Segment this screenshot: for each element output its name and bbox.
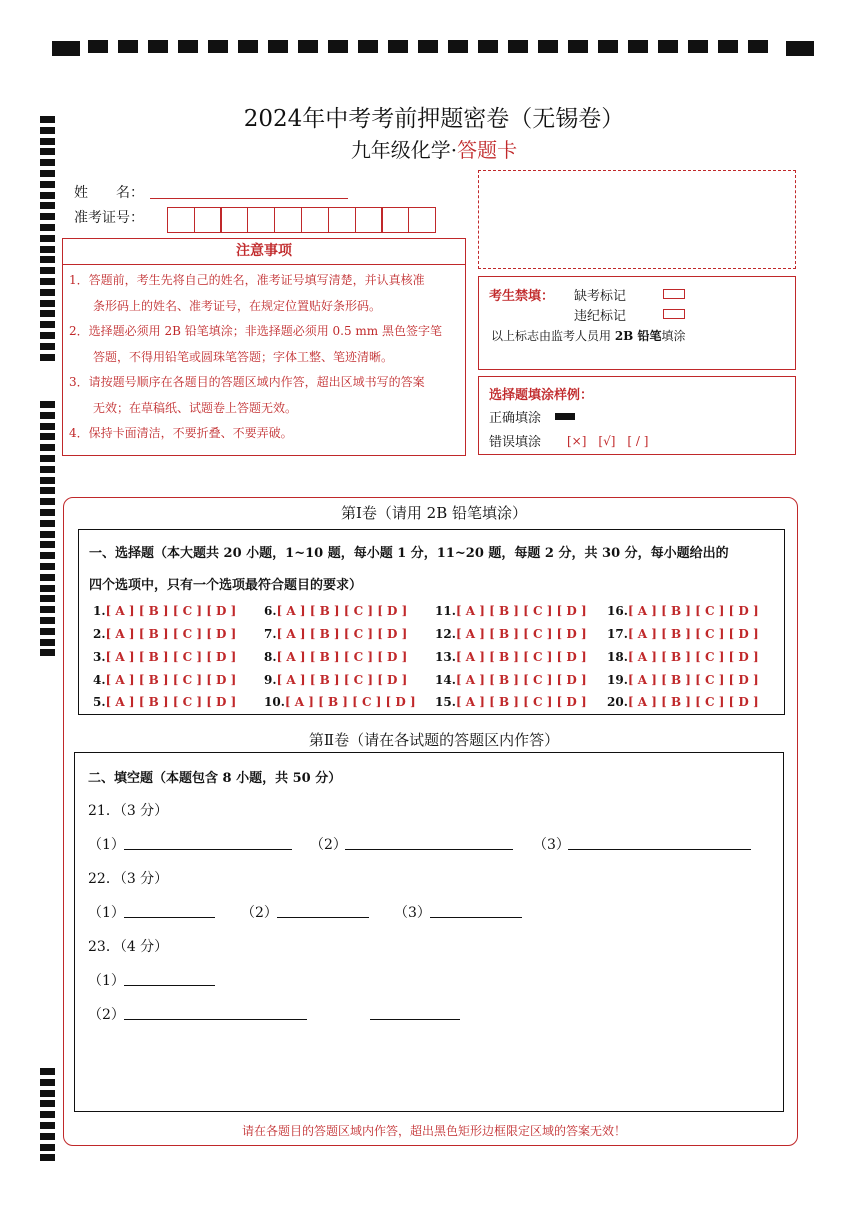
violation-mark-box[interactable] bbox=[663, 309, 685, 319]
mcq-question-7 bbox=[264, 627, 407, 641]
q22-p2-label: （2） bbox=[241, 905, 278, 921]
notice-line: 答题，不得用铅笔或圆珠笔答题；字体工整、笔迹清晰。 bbox=[69, 349, 394, 364]
mcq-box bbox=[78, 529, 785, 715]
timing-mark bbox=[40, 477, 55, 484]
timing-mark bbox=[40, 552, 55, 559]
timing-mark bbox=[748, 40, 768, 53]
mcq-number: 12. bbox=[435, 627, 456, 641]
timing-mark bbox=[40, 401, 55, 408]
violation-mark-label: 违纪标记 bbox=[574, 309, 627, 324]
id-digit-cell[interactable] bbox=[328, 207, 356, 233]
mcq-instruction-2: 四个选项中，只有一个选项最符合题目的要求） bbox=[89, 578, 363, 593]
q23-p2-answer-b[interactable] bbox=[370, 1019, 460, 1020]
q22-title: 22．（3 分） bbox=[88, 871, 169, 887]
mcq-question-13 bbox=[435, 650, 587, 664]
timing-mark bbox=[40, 412, 55, 419]
mcq-question-17 bbox=[607, 627, 759, 641]
timing-mark bbox=[358, 40, 378, 53]
notice-line: 4．保持卡面清洁，不要折叠、不要弄破。 bbox=[69, 426, 293, 440]
timing-mark bbox=[786, 41, 814, 56]
timing-mark bbox=[40, 595, 55, 602]
q23-title: 23．（4 分） bbox=[88, 939, 169, 955]
timing-mark bbox=[40, 1100, 55, 1107]
id-digit-cell[interactable] bbox=[355, 207, 383, 233]
timing-mark bbox=[40, 1079, 55, 1086]
mcq-number: 4. bbox=[93, 673, 106, 687]
mcq-question-2 bbox=[93, 627, 236, 641]
timing-mark bbox=[52, 41, 80, 56]
mcq-options[interactable]: [ A ] [ B ] [ C ] [ D ] bbox=[105, 673, 237, 687]
timing-mark bbox=[40, 649, 55, 656]
timing-mark bbox=[718, 40, 738, 53]
mcq-question-19 bbox=[607, 673, 759, 687]
mcq-options[interactable]: [ A ] [ B ] [ C ] [ D ] bbox=[276, 627, 408, 641]
timing-mark bbox=[688, 40, 708, 53]
id-label: 准考证号： bbox=[74, 210, 144, 226]
mcq-question-9 bbox=[264, 673, 407, 687]
timing-mark bbox=[208, 40, 228, 53]
timing-mark bbox=[328, 40, 348, 53]
timing-mark bbox=[40, 1068, 55, 1075]
mcq-number: 19. bbox=[607, 673, 628, 687]
forbidden-note bbox=[491, 327, 686, 344]
correct-fill-sample bbox=[555, 413, 575, 420]
q21-p3-label: （3） bbox=[533, 837, 570, 853]
mcq-number: 8. bbox=[264, 650, 277, 664]
timing-mark bbox=[40, 1144, 55, 1151]
mcq-number: 3. bbox=[93, 650, 106, 664]
mcq-question-14 bbox=[435, 673, 587, 687]
timing-mark bbox=[40, 332, 55, 339]
mcq-question-10 bbox=[264, 695, 416, 709]
timing-mark bbox=[598, 40, 618, 53]
name-field[interactable] bbox=[150, 198, 348, 199]
mcq-options[interactable]: [ A ] [ B ] [ C ] [ D ] bbox=[455, 650, 587, 664]
mcq-number: 16. bbox=[607, 604, 628, 618]
q23-p2-label: （2） bbox=[88, 1007, 125, 1023]
mcq-question-20 bbox=[607, 695, 759, 709]
subtitle-card: 答题卡 bbox=[457, 138, 518, 162]
timing-mark bbox=[40, 617, 55, 624]
absent-mark-label: 缺考标记 bbox=[574, 289, 627, 304]
subtitle-subject: 九年级化学· bbox=[350, 138, 458, 162]
timing-mark bbox=[88, 40, 108, 53]
id-digit-cell[interactable] bbox=[301, 207, 329, 233]
q22-p3-label: （3） bbox=[394, 905, 431, 921]
id-digit-cell[interactable] bbox=[247, 207, 275, 233]
timing-mark bbox=[40, 310, 55, 317]
id-digit-cell[interactable] bbox=[408, 207, 436, 233]
timing-mark bbox=[40, 574, 55, 581]
timing-mark bbox=[628, 40, 648, 53]
mcq-question-8 bbox=[264, 650, 407, 664]
timing-mark bbox=[40, 246, 55, 253]
fill-sample-box bbox=[478, 376, 796, 455]
forbidden-note-bold: 2B 铅笔 bbox=[614, 329, 662, 343]
timing-mark bbox=[298, 40, 318, 53]
mcq-number: 15. bbox=[435, 695, 456, 709]
barcode-area bbox=[478, 170, 796, 269]
fill-blank-box bbox=[74, 752, 784, 1112]
timing-mark bbox=[40, 1090, 55, 1097]
timing-mark bbox=[268, 40, 288, 53]
timing-mark bbox=[478, 40, 498, 53]
mcq-number: 2. bbox=[93, 627, 106, 641]
timing-mark bbox=[388, 40, 408, 53]
timing-mark bbox=[40, 289, 55, 296]
examinee-forbidden-box bbox=[478, 276, 796, 370]
mcq-number: 10. bbox=[264, 695, 285, 709]
mcq-number: 1. bbox=[93, 604, 106, 618]
mcq-options[interactable]: [ A ] [ B ] [ C ] [ D ] bbox=[105, 695, 237, 709]
correct-fill-label: 正确填涂 bbox=[489, 411, 542, 426]
forbidden-label: 考生禁填： bbox=[489, 289, 555, 304]
timing-mark bbox=[568, 40, 588, 53]
forbidden-note-prefix: 以上标志由监考人员用 bbox=[491, 329, 615, 343]
timing-mark bbox=[508, 40, 528, 53]
timing-mark bbox=[40, 541, 55, 548]
part2-title: 第Ⅱ卷（请在各试题的答题区内作答） bbox=[308, 731, 560, 749]
name-label: 姓 名： bbox=[74, 185, 144, 201]
timing-mark bbox=[40, 354, 55, 361]
mcq-question-3 bbox=[93, 650, 236, 664]
q21-p2-label: （2） bbox=[310, 837, 347, 853]
mcq-options[interactable]: [ A ] [ B ] [ C ] [ D ] bbox=[276, 673, 408, 687]
id-number-cells[interactable] bbox=[168, 207, 436, 233]
footer-warning: 请在各题目的答题区域内作答，超出黑色矩形边框限定区域的答案无效！ bbox=[241, 1124, 626, 1138]
id-digit-cell[interactable] bbox=[274, 207, 302, 233]
q23-p1-answer[interactable] bbox=[124, 985, 215, 986]
timing-mark bbox=[40, 563, 55, 570]
timing-mark bbox=[40, 1154, 55, 1161]
mcq-options[interactable]: [ A ] [ B ] [ C ] [ D ] bbox=[284, 695, 416, 709]
timing-mark bbox=[40, 1111, 55, 1118]
notice-line: 1．答题前，考生先将自己的姓名，准考证号填写清楚，并认真核准 bbox=[69, 273, 425, 287]
mcq-number: 5. bbox=[93, 695, 106, 709]
top-timing-marks bbox=[52, 40, 814, 54]
timing-mark bbox=[40, 444, 55, 451]
mcq-question-15 bbox=[435, 695, 587, 709]
wrong-fill-samples: [×] [√] [ / ] bbox=[567, 434, 649, 448]
q23-p1-label: （1） bbox=[88, 973, 125, 989]
sample-title: 选择题填涂样例： bbox=[489, 388, 594, 403]
timing-mark bbox=[40, 466, 55, 473]
mcq-number: 13. bbox=[435, 650, 456, 664]
timing-mark bbox=[40, 267, 55, 274]
timing-mark bbox=[178, 40, 198, 53]
notice-line: 条形码上的姓名、准考证号，在规定位置贴好条形码。 bbox=[69, 298, 382, 313]
page-title: 2024年中考考前押题密卷（无锡卷） bbox=[243, 106, 625, 132]
page-subtitle bbox=[0, 134, 868, 163]
timing-mark bbox=[40, 585, 55, 592]
timing-mark bbox=[40, 423, 55, 430]
notice-title: 注意事项 bbox=[62, 238, 466, 265]
mcq-options[interactable]: [ A ] [ B ] [ C ] [ D ] bbox=[455, 695, 587, 709]
id-digit-cell[interactable] bbox=[194, 207, 222, 233]
timing-mark bbox=[418, 40, 438, 53]
q21-title: 21．（3 分） bbox=[88, 803, 169, 819]
timing-mark bbox=[538, 40, 558, 53]
mcq-number: 20. bbox=[607, 695, 628, 709]
timing-mark bbox=[40, 628, 55, 635]
id-digit-cell[interactable] bbox=[167, 207, 195, 233]
timing-mark bbox=[148, 40, 168, 53]
mcq-question-1 bbox=[93, 604, 236, 618]
timing-mark bbox=[40, 455, 55, 462]
mcq-question-12 bbox=[435, 627, 587, 641]
notice-box bbox=[62, 264, 466, 456]
timing-mark bbox=[40, 278, 55, 285]
timing-mark bbox=[118, 40, 138, 53]
mcq-number: 17. bbox=[607, 627, 628, 641]
mcq-options[interactable]: [ A ] [ B ] [ C ] [ D ] bbox=[627, 695, 759, 709]
absent-mark-box[interactable] bbox=[663, 289, 685, 299]
timing-mark bbox=[40, 256, 55, 263]
timing-mark bbox=[448, 40, 468, 53]
mcq-question-11 bbox=[435, 604, 587, 618]
q21-p1-label: （1） bbox=[88, 837, 125, 853]
mcq-question-6 bbox=[264, 604, 407, 618]
mcq-question-5 bbox=[93, 695, 236, 709]
mcq-options[interactable]: [ A ] [ B ] [ C ] [ D ] bbox=[105, 627, 237, 641]
mcq-options[interactable]: [ A ] [ B ] [ C ] [ D ] bbox=[276, 650, 408, 664]
q22-p1-label: （1） bbox=[88, 905, 125, 921]
mcq-options[interactable]: [ A ] [ B ] [ C ] [ D ] bbox=[276, 604, 408, 618]
timing-mark bbox=[40, 170, 55, 177]
q22-p3-answer[interactable] bbox=[430, 917, 522, 918]
timing-mark bbox=[40, 181, 55, 188]
notice-line: 无效；在草稿纸、试题卷上答题无效。 bbox=[69, 400, 298, 415]
timing-mark bbox=[40, 606, 55, 613]
timing-mark bbox=[40, 487, 55, 494]
mcq-question-4 bbox=[93, 673, 236, 687]
timing-mark bbox=[40, 531, 55, 538]
mcq-options[interactable]: [ A ] [ B ] [ C ] [ D ] bbox=[627, 627, 759, 641]
wrong-fill-label: 错误填涂 bbox=[489, 435, 542, 450]
q21-p3-answer[interactable] bbox=[568, 849, 751, 850]
mcq-question-16 bbox=[607, 604, 759, 618]
mcq-question-18 bbox=[607, 650, 759, 664]
timing-mark bbox=[40, 343, 55, 350]
mcq-options[interactable]: [ A ] [ B ] [ C ] [ D ] bbox=[105, 604, 237, 618]
mcq-number: 6. bbox=[264, 604, 277, 618]
timing-mark bbox=[40, 433, 55, 440]
timing-mark bbox=[40, 192, 55, 199]
q22-p1-answer[interactable] bbox=[124, 917, 215, 918]
mcq-number: 11. bbox=[435, 604, 456, 618]
mcq-options[interactable]: [ A ] [ B ] [ C ] [ D ] bbox=[627, 604, 759, 618]
notice-line: 2．选择题必须用 2B 铅笔填涂；非选择题必须用 0.5 mm 黑色签字笔 bbox=[69, 324, 443, 338]
mcq-number: 9. bbox=[264, 673, 277, 687]
mcq-options[interactable]: [ A ] [ B ] [ C ] [ D ] bbox=[455, 627, 587, 641]
part1-title: 第Ⅰ卷（请用 2B 铅笔填涂） bbox=[340, 504, 528, 522]
q22-p2-answer[interactable] bbox=[277, 917, 369, 918]
id-digit-cell[interactable] bbox=[220, 207, 248, 233]
q23-p2-answer-a[interactable] bbox=[124, 1019, 307, 1020]
timing-mark bbox=[40, 300, 55, 307]
timing-mark bbox=[40, 213, 55, 220]
q21-p1-answer[interactable] bbox=[124, 849, 292, 850]
timing-mark bbox=[40, 224, 55, 231]
mcq-number: 14. bbox=[435, 673, 456, 687]
notice-line: 3．请按题号顺序在各题目的答题区域内作答，超出区域书写的答案 bbox=[69, 375, 425, 389]
forbidden-note-suffix: 填涂 bbox=[661, 329, 686, 343]
mcq-options[interactable]: [ A ] [ B ] [ C ] [ D ] bbox=[627, 673, 759, 687]
mcq-options[interactable]: [ A ] [ B ] [ C ] [ D ] bbox=[627, 650, 759, 664]
mcq-instruction-1: 一、选择题（本大题共 20 小题，1~10 题，每小题 1 分，11~20 题，每题 2 分，共 30 分，每小题给出的 bbox=[89, 546, 729, 561]
timing-mark bbox=[40, 202, 55, 209]
id-digit-cell[interactable] bbox=[381, 207, 409, 233]
mcq-options[interactable]: [ A ] [ B ] [ C ] [ D ] bbox=[455, 604, 587, 618]
timing-mark bbox=[40, 235, 55, 242]
section2-title: 二、填空题（本题包含 8 小题，共 50 分） bbox=[88, 771, 342, 786]
mcq-options[interactable]: [ A ] [ B ] [ C ] [ D ] bbox=[105, 650, 237, 664]
timing-mark bbox=[40, 321, 55, 328]
mcq-number: 7. bbox=[264, 627, 277, 641]
timing-mark bbox=[40, 639, 55, 646]
mcq-number: 18. bbox=[607, 650, 628, 664]
timing-mark bbox=[658, 40, 678, 53]
mcq-options[interactable]: [ A ] [ B ] [ C ] [ D ] bbox=[455, 673, 587, 687]
timing-mark bbox=[238, 40, 258, 53]
q21-p2-answer[interactable] bbox=[345, 849, 513, 850]
